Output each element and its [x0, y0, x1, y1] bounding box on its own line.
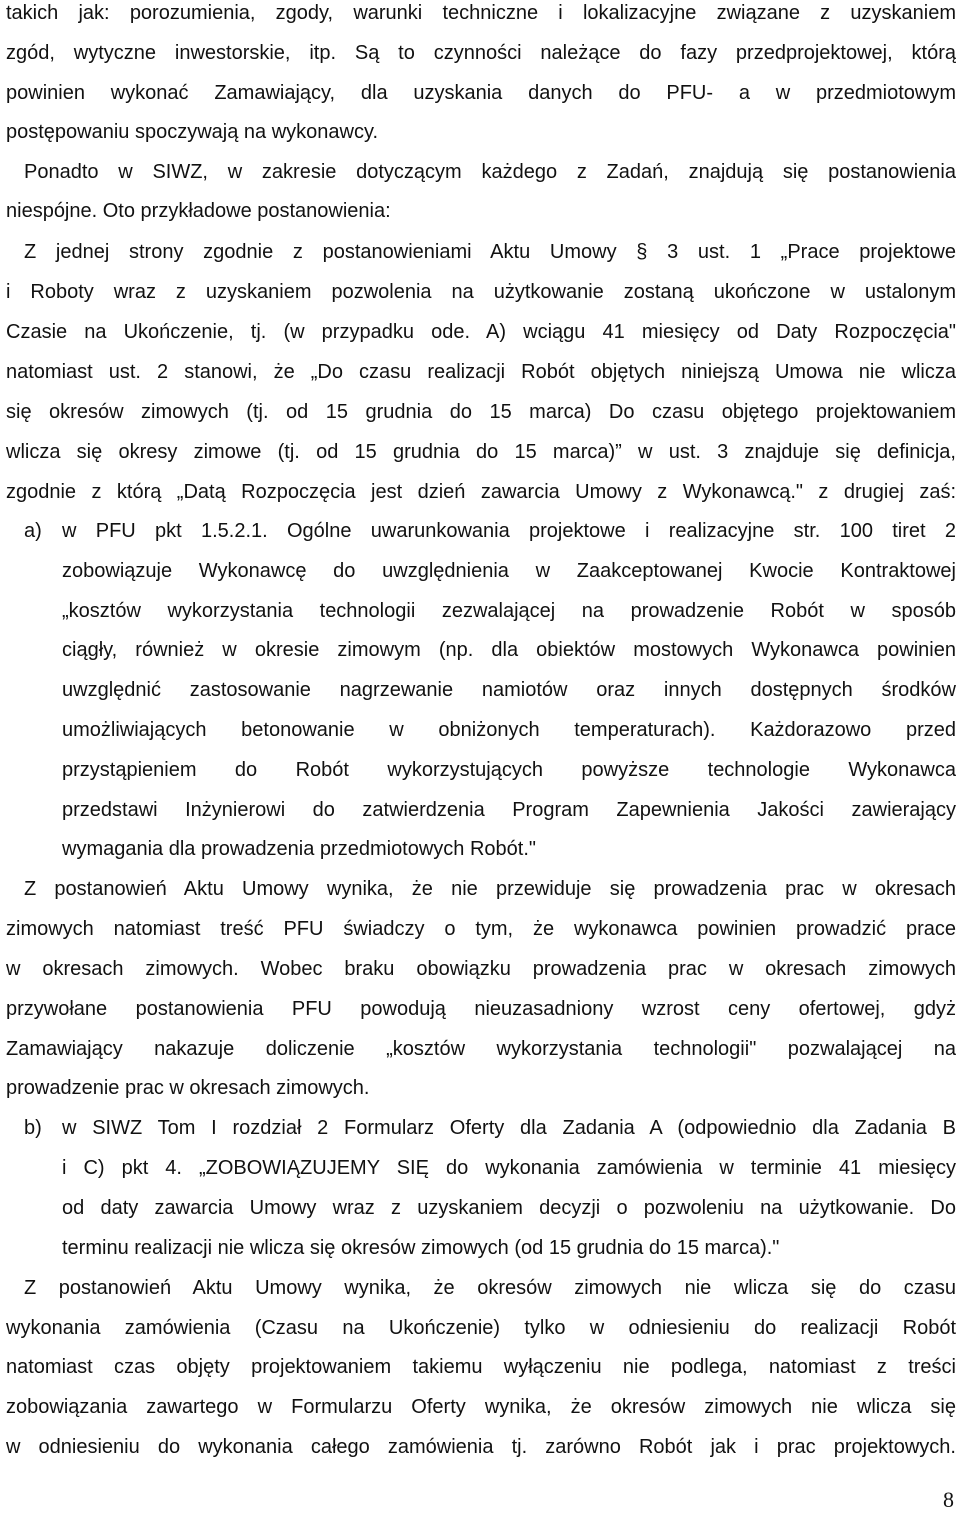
text-line: powinien wykonać Zamawiający, dla uzyskania danych do PFU- a w przedmiotowym [6, 82, 956, 104]
list-item-line: ciągły, również w okresie zimowym (np. dla obiektów mostowych Wykonawca powinien [62, 639, 956, 661]
list-item-line: i C) pkt 4. „ZOBOWIĄZUJEMY SIĘ do wykonania zamówienia w terminie 41 miesięcy [62, 1157, 956, 1179]
text-line: i Roboty wraz z uzyskaniem pozwolenia na użytkowanie zostaną ukończone w ustalonym [6, 281, 956, 303]
text-line: zgód, wytyczne inwestorskie, itp. Są to czynności należące do fazy przedprojektowej, którą [6, 42, 956, 64]
text-line: postępowaniu spoczywają na wykonawcy. [6, 121, 379, 143]
list-item-line: przedstawi Inżynierowi do zatwierdzenia Program Zapewnienia Jakości zawierający [62, 799, 956, 821]
text-line: Z postanowień Aktu Umowy wynika, że okresów zimowych nie wlicza się do czasu [24, 1277, 956, 1299]
text-line: prowadzenie prac w okresach zimowych. [6, 1077, 370, 1099]
text-line: zobowiązania zawartego w Formularzu Oferty wynika, że okresów zimowych nie wlicza się [6, 1396, 956, 1418]
text-line: Ponadto w SIWZ, w zakresie dotyczącym każdego z Zadań, znajdują się postanowienia [24, 161, 956, 183]
list-item-line: w SIWZ Tom I rozdział 2 Formularz Oferty dla Zadania A (odpowiednio dla Zadania B [62, 1117, 956, 1139]
text-line: przywołane postanowienia PFU powodują nieuzasadniony wzrost ceny ofertowej, gdyż [6, 998, 956, 1020]
text-line: Z postanowień Aktu Umowy wynika, że nie przewiduje się prowadzenia prac w okresach [24, 878, 956, 900]
list-item-line: w PFU pkt 1.5.2.1. Ogólne uwarunkowania projektowe i realizacyjne str. 100 tiret 2 [62, 520, 956, 542]
list-label-a: a) [24, 520, 42, 542]
text-line: zgodnie z którą „Datą Rozpoczęcia jest dzień zawarcia Umowy z Wykonawcą." z drugiej zaś: [6, 481, 956, 503]
list-item-line: „kosztów wykorzystania technologii zezwalającej na prowadzenie Robót w sposób [62, 600, 956, 622]
text-line: w odniesieniu do wykonania całego zamówienia tj. zarówno Robót jak i prac projektowych. [6, 1436, 956, 1458]
text-line: zimowych natomiast treść PFU świadczy o tym, że wykonawca powinien prowadzić prace [6, 918, 956, 940]
list-item-line: zobowiązuje Wykonawcę do uwzględnienia w Zaakceptowanej Kwocie Kontraktowej [62, 560, 956, 582]
text-line: się okresów zimowych (tj. od 15 grudnia do 15 marca) Do czasu objętego projektowaniem [6, 401, 956, 423]
list-item-line: od daty zawarcia Umowy wraz z uzyskaniem decyzji o pozwoleniu na użytkowanie. Do [62, 1197, 956, 1219]
text-line: w okresach zimowych. Wobec braku obowiązku prowadzenia prac w okresach zimowych [6, 958, 956, 980]
list-item-line: przystąpieniem do Robót wykorzystujących powyższe technologie Wykonawca [62, 759, 956, 781]
text-line: natomiast czas objęty projektowaniem takiemu wyłączeniu nie podlega, natomiast z treści [6, 1356, 956, 1378]
list-label-b: b) [24, 1117, 42, 1139]
text-line: wykonania zamówienia (Czasu na Ukończenie) tylko w odniesieniu do realizacji Robót [6, 1317, 956, 1339]
list-item-line: wymagania dla prowadzenia przedmiotowych Robót." [62, 838, 537, 860]
text-line: Zamawiający nakazuje doliczenie „kosztów wykorzystania technologii" pozwalającej na [6, 1038, 956, 1060]
text-line: wlicza się okresy zimowe (tj. od 15 grudnia do 15 marca)” w ust. 3 znajduje się definicja, [6, 441, 956, 463]
text-line: Czasie na Ukończenie, tj. (w przypadku ode. A) wciągu 41 miesięcy od Daty Rozpoczęcia" [6, 321, 956, 343]
text-line: takich jak: porozumienia, zgody, warunki techniczne i lokalizacyjne związane z uzyskaniem [6, 2, 956, 24]
text-line: Z jednej strony zgodnie z postanowieniami Aktu Umowy § 3 ust. 1 „Prace projektowe [24, 241, 956, 263]
page-number: 8 [943, 1487, 954, 1512]
list-item-line: terminu realizacji nie wlicza się okresów zimowych (od 15 grudnia do 15 marca)." [62, 1237, 780, 1259]
text-line: natomiast ust. 2 stanowi, że „Do czasu realizacji Robót objętych niniejszą Umowa nie wlicza [6, 361, 956, 383]
text-line: niespójne. Oto przykładowe postanowienia: [6, 200, 391, 222]
list-item-line: uwzględnić zastosowanie nagrzewanie namiotów oraz innych dostępnych środków [62, 679, 956, 701]
list-item-line: umożliwiających betonowanie w obniżonych temperaturach). Każdorazowo przed [62, 719, 956, 741]
